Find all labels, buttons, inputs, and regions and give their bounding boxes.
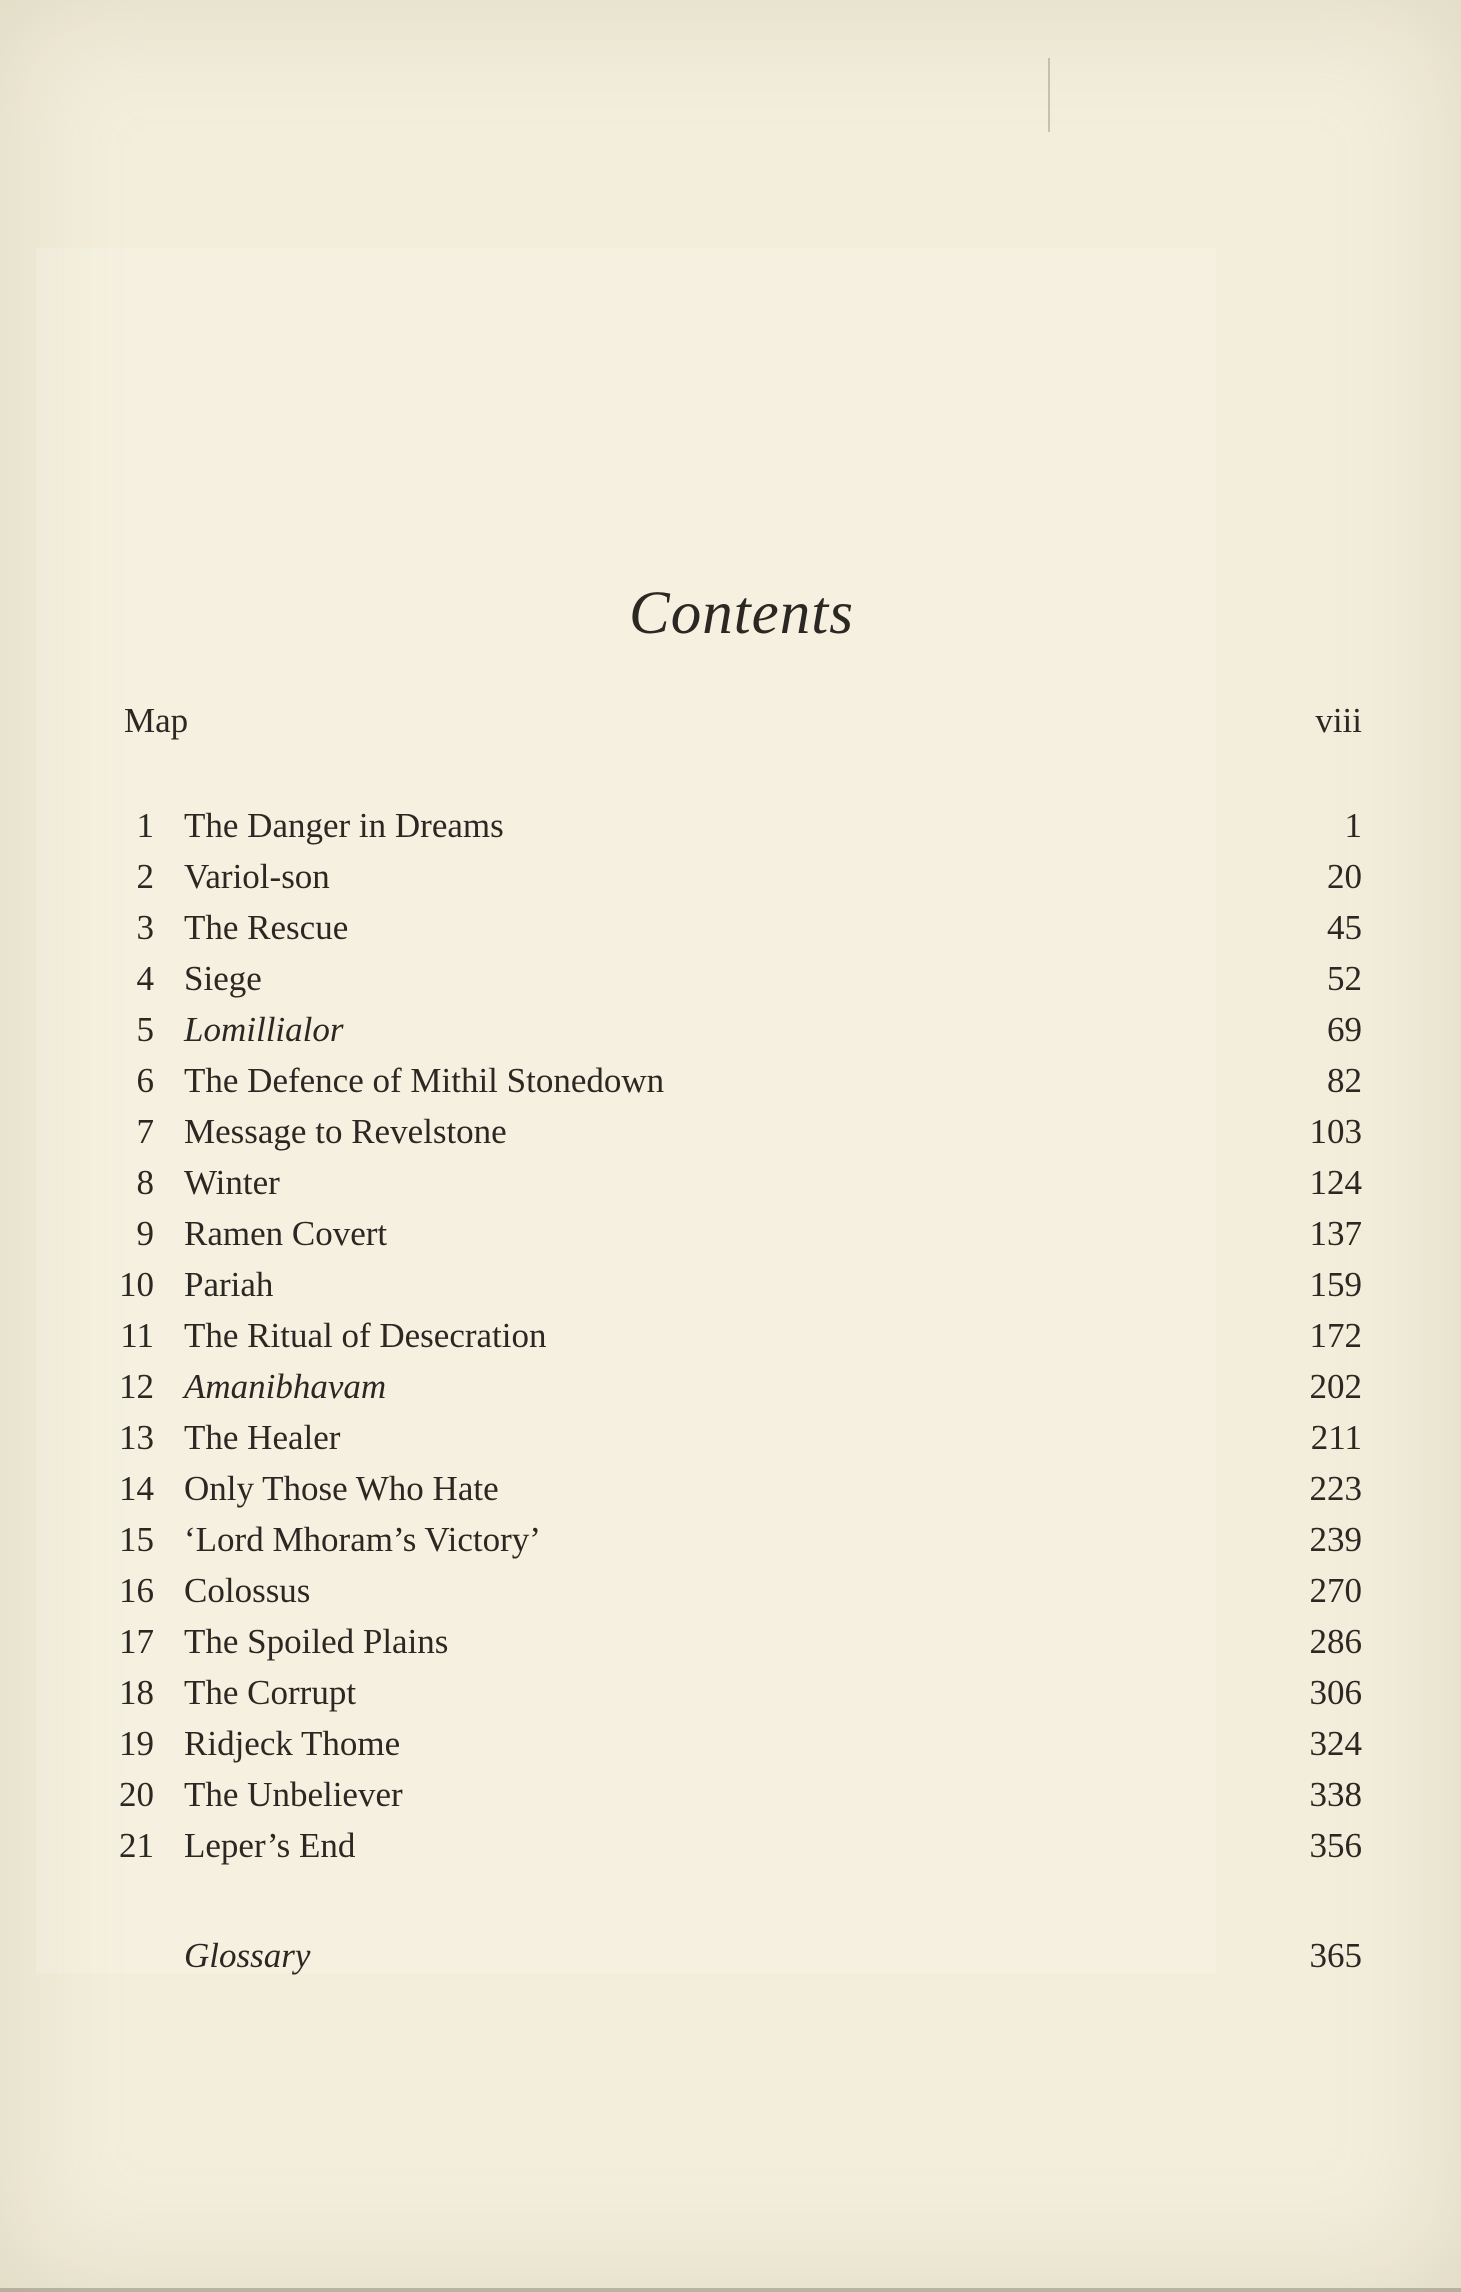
chapter-title: The Spoiled Plains — [184, 1622, 449, 1661]
chapter-page-number: 124 — [1309, 1163, 1362, 1202]
chapter-title: Ridjeck Thome — [184, 1724, 401, 1763]
chapter-page-number: 82 — [1327, 1061, 1362, 1100]
chapter-title: Ramen Covert — [184, 1214, 388, 1253]
front-matter-page-number: viii — [1315, 701, 1362, 740]
chapter-number: 8 — [136, 1163, 154, 1202]
chapter-title: The Corrupt — [184, 1673, 357, 1712]
chapter-row — [118, 1624, 1362, 1675]
chapter-number: 2 — [136, 857, 154, 896]
chapter-page-number: 338 — [1309, 1775, 1362, 1814]
chapter-row — [118, 1012, 1362, 1063]
chapter-number: 7 — [136, 1112, 154, 1151]
chapter-row — [118, 859, 1362, 910]
chapter-page-number: 239 — [1309, 1520, 1362, 1559]
chapter-page-number: 356 — [1309, 1826, 1362, 1865]
chapter-row — [118, 808, 1362, 859]
chapter-list — [118, 808, 1362, 1879]
chapter-page-number: 137 — [1309, 1214, 1362, 1253]
chapter-number: 20 — [119, 1775, 154, 1814]
chapter-row — [118, 1216, 1362, 1267]
chapter-page-number: 270 — [1309, 1571, 1362, 1610]
chapter-number: 1 — [136, 806, 154, 845]
chapter-page-number: 45 — [1327, 908, 1362, 947]
chapter-page-number: 211 — [1310, 1418, 1362, 1457]
chapter-page-number: 324 — [1309, 1724, 1362, 1763]
chapter-title: Leper’s End — [184, 1826, 356, 1865]
front-matter-row — [118, 703, 1362, 738]
chapter-number: 10 — [119, 1265, 154, 1304]
chapter-number: 17 — [119, 1622, 154, 1661]
chapter-number: 13 — [119, 1418, 154, 1457]
chapter-number: 11 — [120, 1316, 154, 1355]
back-matter-label: Glossary — [184, 1936, 311, 1975]
chapter-row — [118, 1369, 1362, 1420]
chapter-title: Amanibhavam — [184, 1367, 387, 1406]
chapter-number: 18 — [119, 1673, 154, 1712]
chapter-number: 3 — [136, 908, 154, 947]
chapter-page-number: 286 — [1309, 1622, 1362, 1661]
chapter-title: Variol-son — [184, 857, 330, 896]
chapter-row — [118, 1063, 1362, 1114]
chapter-title: Message to Revelstone — [184, 1112, 507, 1151]
chapter-row — [118, 1522, 1362, 1573]
chapter-page-number: 202 — [1309, 1367, 1362, 1406]
chapter-page-number: 20 — [1327, 857, 1362, 896]
chapter-title: The Danger in Dreams — [184, 806, 504, 845]
back-matter-page-number: 365 — [1309, 1936, 1362, 1975]
chapter-row — [118, 1165, 1362, 1216]
chapter-number: 5 — [136, 1010, 154, 1049]
chapter-page-number: 103 — [1309, 1112, 1362, 1151]
chapter-row — [118, 1573, 1362, 1624]
chapter-title: The Defence of Mithil Stonedown — [184, 1061, 665, 1100]
chapter-row — [118, 1267, 1362, 1318]
chapter-title: The Ritual of Desecration — [184, 1316, 547, 1355]
page-title: Contents — [629, 579, 854, 647]
chapter-row — [118, 1114, 1362, 1165]
chapter-row — [118, 961, 1362, 1012]
chapter-title: Siege — [184, 959, 262, 998]
chapter-row — [118, 1471, 1362, 1522]
front-matter-label: Map — [124, 701, 189, 740]
chapter-number: 4 — [136, 959, 154, 998]
chapter-number: 16 — [119, 1571, 154, 1610]
chapter-page-number: 223 — [1309, 1469, 1362, 1508]
chapter-title: The Rescue — [184, 908, 349, 947]
chapter-title: Pariah — [184, 1265, 274, 1304]
chapter-title: Lomillialor — [184, 1010, 344, 1049]
chapter-page-number: 306 — [1309, 1673, 1362, 1712]
chapter-page-number: 159 — [1309, 1265, 1362, 1304]
chapter-row — [118, 1318, 1362, 1369]
chapter-number: 15 — [119, 1520, 154, 1559]
chapter-row — [118, 1726, 1362, 1777]
chapter-row — [118, 1777, 1362, 1828]
back-matter-row — [118, 1938, 1362, 1973]
scan-line-artifact — [1048, 58, 1050, 132]
chapter-number: 21 — [119, 1826, 154, 1865]
chapter-number: 12 — [119, 1367, 154, 1406]
chapter-title: Colossus — [184, 1571, 311, 1610]
chapter-page-number: 52 — [1327, 959, 1362, 998]
chapter-number: 19 — [119, 1724, 154, 1763]
chapter-row — [118, 1675, 1362, 1726]
chapter-number: 14 — [119, 1469, 154, 1508]
chapter-row — [118, 910, 1362, 961]
chapter-row — [118, 1420, 1362, 1471]
chapter-page-number: 69 — [1327, 1010, 1362, 1049]
chapter-number: 6 — [136, 1061, 154, 1100]
scan-bottom-edge-artifact — [0, 2288, 1461, 2292]
chapter-title: Winter — [184, 1163, 280, 1202]
chapter-page-number: 172 — [1309, 1316, 1362, 1355]
chapter-title: The Unbeliever — [184, 1775, 403, 1814]
chapter-page-number: 1 — [1344, 806, 1362, 845]
chapter-number: 9 — [136, 1214, 154, 1253]
chapter-title: The Healer — [184, 1418, 341, 1457]
chapter-title: ‘Lord Mhoram’s Victory’ — [184, 1520, 541, 1559]
chapter-title: Only Those Who Hate — [184, 1469, 499, 1508]
chapter-row — [118, 1828, 1362, 1879]
